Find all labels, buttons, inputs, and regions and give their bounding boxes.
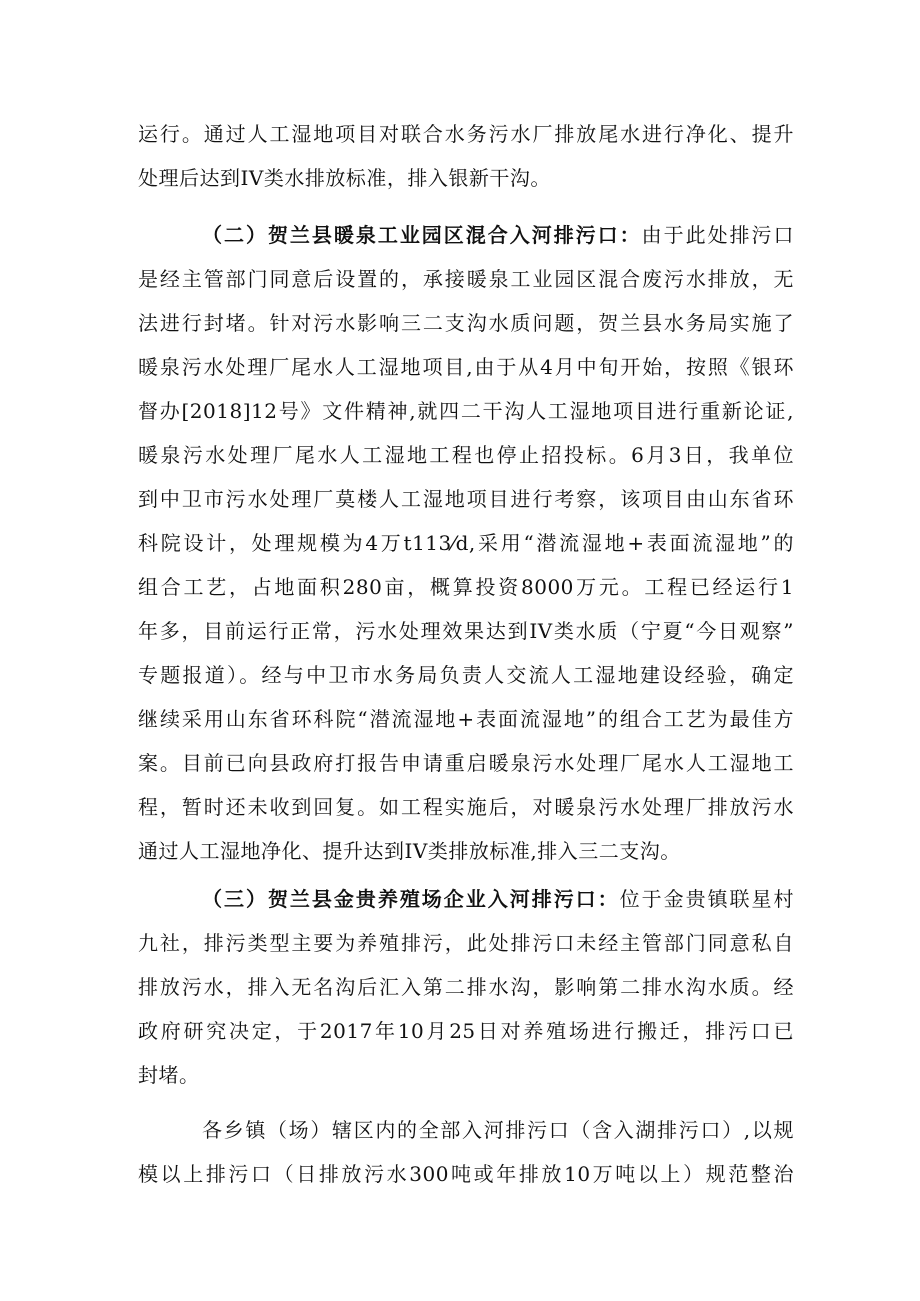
paragraph-1 — [138, 112, 794, 200]
text-line: 案。目前已向县政府打报告申请重启暖泉污水处理厂尾水人工湿地工 — [138, 751, 794, 775]
text-line: 九社，排污类型主要为养殖排污，此处排污口未经主管部门同意私自 — [138, 931, 794, 955]
text-line: 处理后达到IV类水排放标准，排入银新干沟。 — [138, 166, 551, 190]
text-line: 运行。通过人工湿地项目对联合水务污水厂排放尾水进行净化、提升 — [138, 122, 794, 146]
text-run: 由于此处排污口 — [641, 223, 795, 247]
text-line: 法进行封堵。针对污水影响三二支沟水质问题，贺兰县水务局实施了 — [138, 311, 794, 335]
text-line: 组合工艺，占地面积280亩，概算投资8000万元。工程已经运行1 — [138, 575, 794, 599]
paragraph-4 — [138, 1108, 794, 1196]
text-line: 模以上排污口（日排放污水300吨或年排放10万吨以上）规范整治 — [138, 1162, 794, 1186]
text-line: 继续采用山东省环科院“潜流湿地+表面流湿地”的组合工艺为最佳方 — [138, 707, 794, 731]
text-line — [138, 213, 794, 257]
text-line: 政府研究决定，于2017年10月25日对养殖场进行搬迁，排污口已 — [138, 1019, 794, 1043]
section-heading: （三）贺兰县金贵养殖场企业入河排污口： — [202, 887, 620, 911]
text-line: 通过人工湿地净化、提升达到IV类排放标准,排入三二支沟。 — [138, 839, 681, 863]
paragraph-2 — [138, 213, 794, 873]
text-line: 到中卫市污水处理厂莫楼人工湿地项目进行考察，该项目由山东省环 — [138, 487, 794, 511]
text-line: 科院设计，处理规模为4万t113⁄d,采用“潜流湿地+表面流湿地”的 — [138, 531, 794, 555]
text-line: 封堵。 — [138, 1063, 200, 1087]
text-line: 专题报道）。经与中卫市水务局负责人交流人工湿地建设经验，确定 — [138, 663, 794, 687]
text-run: 位于金贵镇联星村 — [619, 887, 795, 911]
text-line: 暖泉污水处理厂尾水人工湿地工程也停止招投标。6月3日，我单位 — [138, 443, 794, 467]
text-line: 年多，目前运行正常，污水处理效果达到IV类水质（宁夏“今日观察” — [138, 619, 794, 643]
text-line — [138, 877, 794, 921]
text-line: 程，暂时还未收到回复。如工程实施后，对暖泉污水处理厂排放污水 — [138, 795, 794, 819]
section-heading: （二）贺兰县暖泉工业园区混合入河排污口： — [202, 223, 642, 247]
text-line: 各乡镇（场）辖区内的全部入河排污口（含入湖排污口）,以规 — [202, 1118, 794, 1142]
text-line: 督办[2018]12号》文件精神,就四二干沟人工湿地项目进行重新论证, — [138, 399, 794, 423]
text-line: 暖泉污水处理厂尾水人工湿地项目,由于从4月中旬开始，按照《银环 — [138, 355, 794, 379]
text-line: 是经主管部门同意后设置的，承接暖泉工业园区混合废污水排放，无 — [138, 267, 794, 291]
text-line: 排放污水，排入无名沟后汇入第二排水沟，影响第二排水沟水质。经 — [138, 975, 794, 999]
paragraph-3 — [138, 877, 794, 1097]
